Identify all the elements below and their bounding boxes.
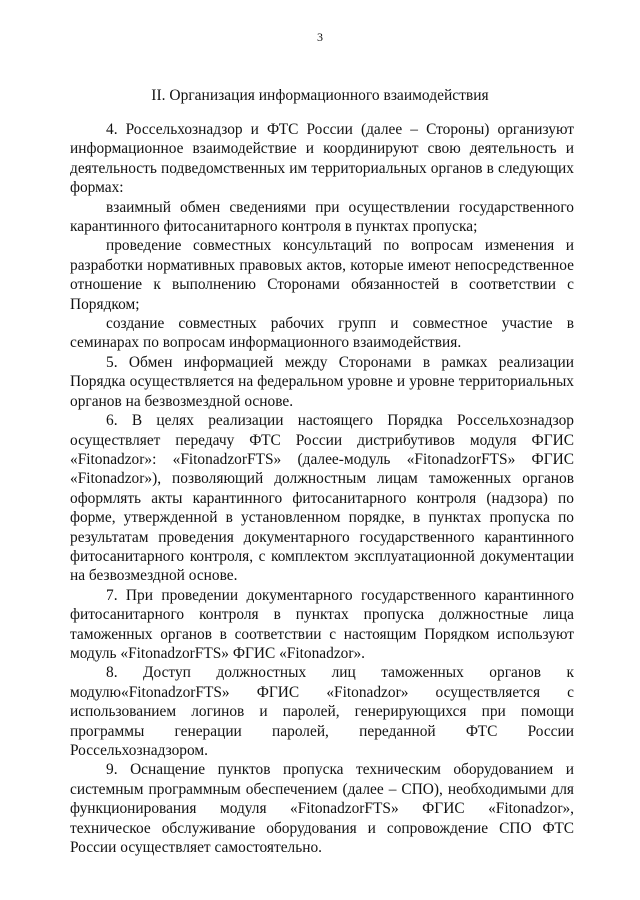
section-title: II. Организация информационного взаимодействия: [151, 87, 489, 104]
page-number: 3: [317, 30, 323, 44]
paragraph-4: 4. Россельхознадзор и ФТС России (далее – Стороны) организуют информационное взаимодействие и координируют свою деятельность и деятельность подведомственных им территориальных органов в следующих формах:: [70, 121, 574, 197]
document-body: [70, 120, 574, 857]
paragraph-4-item-exchange: взаимный обмен сведениями при осуществлении государственного карантинного фитосанитарного контроля в пунктах пропуска;: [70, 198, 574, 236]
paragraph-7: 7. При проведении документарного государственного карантинного фитосанитарного контроля в пунктах пропуска должностные лица таможенных органов в соответствии с настоящим Порядком используют модуль «FitonadzorFTS» ФГИС «Fitonadzor».: [70, 586, 574, 662]
paragraph-8: 8. Доступ должностных лиц таможенных органов к модулю«FitonadzorFTS» ФГИС «Fitonadzor» осуществляется с использованием логинов и паролей, генерирующихся при помощи программы генерации паролей, переданной ФТС России Россельхознадзором.: [70, 664, 574, 759]
paragraph-4-item-consultations: проведение совместных консультаций по вопросам изменения и разработки нормативных правовых актов, которые имеют непосредственное отношение к выполнению Сторонами обязанностей в соответствии с Порядком;: [70, 237, 574, 313]
paragraph-4-item-working-groups: создание совместных рабочих групп и совместное участие в семинарах по вопросам информационного взаимодействия.: [70, 315, 574, 352]
paragraph-9: 9. Оснащение пунктов пропуска техническим оборудованием и системным программным обеспечением (далее – СПО), необходимыми для функционирования модуля «FitonadzorFTS» ФГИС «Fitonadzor», техническое обслуживание оборудования и сопровождение СПО ФТС России осуществляет самостоятельно.: [70, 761, 574, 857]
paragraph-5: 5. Обмен информацией между Сторонами в рамках реализации Порядка осуществляется на федеральном уровне и уровне территориальных органов на безвозмездной основе.: [70, 353, 574, 410]
paragraph-6: 6. В целях реализации настоящего Порядка Россельхознадзор осуществляет передачу ФТС России дистрибутивов модуля ФГИС «Fitonadzor»: «FitonadzorFTS» (далее-модуль «FitonadzorFTS» ФГИС «Fitonadzor»), позволяющий должностным лицам таможенных органов оформлять акты карантинного фитосанитарного контроля (надзора) по форме, утвержденной в установленном порядке, в пунктах пропуска по результатам проведения документарного государственного карантинного фитосанитарного контроля, с комплектом эксплуатационной документации на безвозмездной основе.: [70, 412, 574, 585]
